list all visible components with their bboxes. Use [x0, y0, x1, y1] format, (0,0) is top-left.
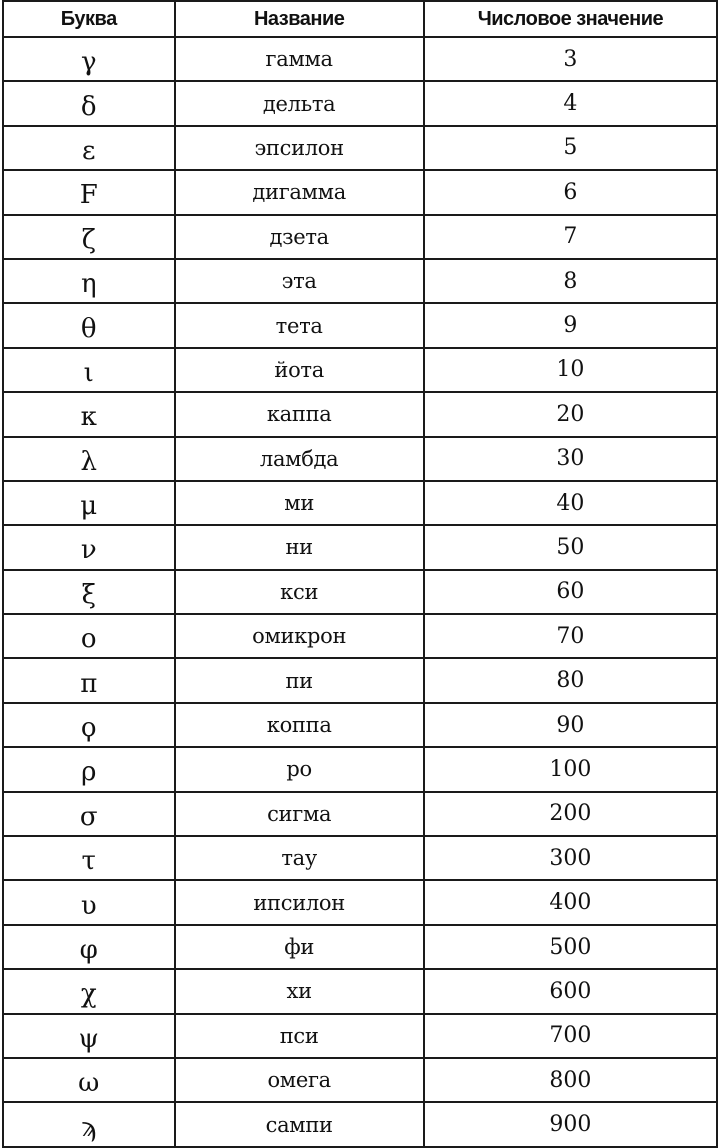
- letter-name-cell: ни: [175, 525, 424, 569]
- greek-letter-cell: κ: [3, 392, 175, 436]
- table-header-row: [3, 1, 717, 37]
- table-row: [3, 1058, 717, 1102]
- greek-letter-cell: λ: [3, 437, 175, 481]
- letter-name-cell: омикрон: [175, 614, 424, 658]
- numeric-value-cell: 8: [424, 259, 717, 303]
- greek-letter-cell: θ: [3, 303, 175, 347]
- letter-name-cell: фи: [175, 925, 424, 969]
- numeric-value-cell: 300: [424, 836, 717, 880]
- letter-name-cell: сигма: [175, 792, 424, 836]
- header-letter: Буква: [3, 1, 175, 37]
- table-row: [3, 481, 717, 525]
- table-row: [3, 170, 717, 214]
- table-row: [3, 792, 717, 836]
- letter-name-cell: дзета: [175, 215, 424, 259]
- letter-name-cell: гамма: [175, 37, 424, 81]
- numeric-value-cell: 20: [424, 392, 717, 436]
- numeric-value-cell: 6: [424, 170, 717, 214]
- letter-name-cell: ипсилон: [175, 880, 424, 924]
- numeric-value-cell: 30: [424, 437, 717, 481]
- numeric-value-cell: 90: [424, 703, 717, 747]
- letter-name-cell: дельта: [175, 81, 424, 125]
- letter-name-cell: ми: [175, 481, 424, 525]
- greek-letter-cell: ϡ: [3, 1102, 175, 1146]
- table-row: [3, 215, 717, 259]
- table-row: [3, 703, 717, 747]
- table-row: [3, 570, 717, 614]
- table-row: [3, 348, 717, 392]
- table-row: [3, 437, 717, 481]
- table-row: [3, 126, 717, 170]
- greek-letter-cell: σ: [3, 792, 175, 836]
- letter-name-cell: пи: [175, 658, 424, 702]
- numeric-value-cell: 800: [424, 1058, 717, 1102]
- greek-letter-cell: ο: [3, 614, 175, 658]
- greek-letter-cell: ω: [3, 1058, 175, 1102]
- greek-letter-cell: ϙ: [3, 703, 175, 747]
- table-row: [3, 614, 717, 658]
- numeric-value-cell: 5: [424, 126, 717, 170]
- greek-letter-cell: η: [3, 259, 175, 303]
- numeric-value-cell: 700: [424, 1014, 717, 1058]
- table-row: [3, 1014, 717, 1058]
- numeric-value-cell: 100: [424, 747, 717, 791]
- table-row: [3, 836, 717, 880]
- greek-letter-cell: ν: [3, 525, 175, 569]
- table-row: [3, 81, 717, 125]
- table-row: [3, 37, 717, 81]
- table-row: [3, 303, 717, 347]
- numeric-value-cell: 600: [424, 969, 717, 1013]
- table-row: [3, 259, 717, 303]
- greek-letter-cell: ζ: [3, 215, 175, 259]
- table-row: [3, 392, 717, 436]
- greek-letter-cell: ρ: [3, 747, 175, 791]
- greek-letter-cell: ψ: [3, 1014, 175, 1058]
- letter-name-cell: тета: [175, 303, 424, 347]
- greek-letter-cell: π: [3, 658, 175, 702]
- letter-name-cell: пси: [175, 1014, 424, 1058]
- greek-letter-cell: μ: [3, 481, 175, 525]
- letter-name-cell: эпсилон: [175, 126, 424, 170]
- numeric-value-cell: 3: [424, 37, 717, 81]
- numeric-value-cell: 80: [424, 658, 717, 702]
- letter-name-cell: хи: [175, 969, 424, 1013]
- numeric-value-cell: 7: [424, 215, 717, 259]
- greek-letter-cell: ξ: [3, 570, 175, 614]
- letter-name-cell: ламбда: [175, 437, 424, 481]
- greek-letter-cell: τ: [3, 836, 175, 880]
- table-row: [3, 658, 717, 702]
- table-row: [3, 747, 717, 791]
- letter-name-cell: коппа: [175, 703, 424, 747]
- table-row: [3, 1102, 717, 1146]
- numeric-value-cell: 10: [424, 348, 717, 392]
- greek-numerals-table: [2, 0, 718, 1148]
- letter-name-cell: сампи: [175, 1102, 424, 1146]
- letter-name-cell: кси: [175, 570, 424, 614]
- letter-name-cell: йота: [175, 348, 424, 392]
- letter-name-cell: дигамма: [175, 170, 424, 214]
- greek-letter-cell: δ: [3, 81, 175, 125]
- numeric-value-cell: 900: [424, 1102, 717, 1146]
- header-name: Название: [175, 1, 424, 37]
- numeric-value-cell: 60: [424, 570, 717, 614]
- numeric-value-cell: 4: [424, 81, 717, 125]
- greek-letter-cell: ι: [3, 348, 175, 392]
- numeric-value-cell: 70: [424, 614, 717, 658]
- greek-letter-cell: υ: [3, 880, 175, 924]
- greek-letter-cell: ε: [3, 126, 175, 170]
- numeric-value-cell: 200: [424, 792, 717, 836]
- greek-letter-cell: F: [3, 170, 175, 214]
- letter-name-cell: каппа: [175, 392, 424, 436]
- numeric-value-cell: 400: [424, 880, 717, 924]
- numeric-value-cell: 500: [424, 925, 717, 969]
- table-row: [3, 925, 717, 969]
- letter-name-cell: тау: [175, 836, 424, 880]
- table-row: [3, 525, 717, 569]
- numeric-value-cell: 9: [424, 303, 717, 347]
- letter-name-cell: эта: [175, 259, 424, 303]
- letter-name-cell: ро: [175, 747, 424, 791]
- greek-letter-cell: χ: [3, 969, 175, 1013]
- numeric-value-cell: 40: [424, 481, 717, 525]
- table-row: [3, 969, 717, 1013]
- numeric-value-cell: 50: [424, 525, 717, 569]
- greek-letter-cell: φ: [3, 925, 175, 969]
- header-value: Числовое значение: [424, 1, 717, 37]
- table-row: [3, 880, 717, 924]
- greek-letter-cell: γ: [3, 37, 175, 81]
- letter-name-cell: омега: [175, 1058, 424, 1102]
